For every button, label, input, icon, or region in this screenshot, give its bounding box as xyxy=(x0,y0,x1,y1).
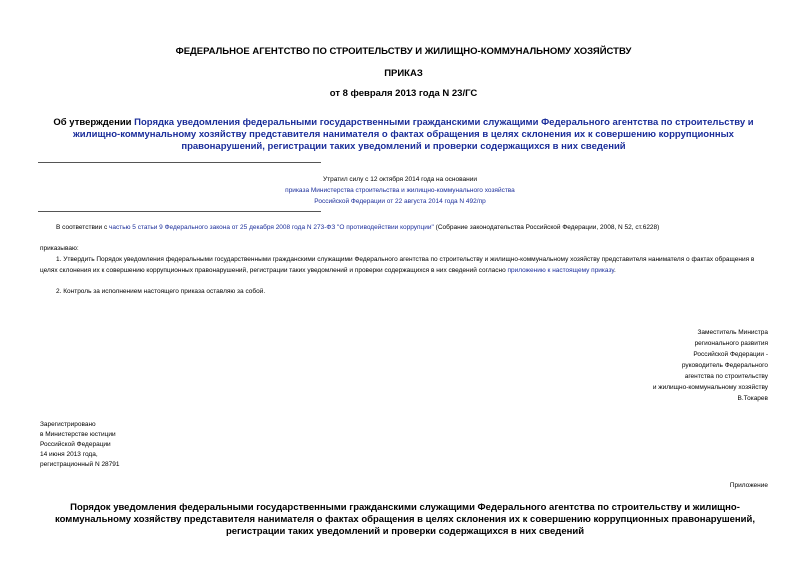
federal-law-link[interactable]: частью 5 статьи 9 Федерального закона от 25 декабря 2008 года N 273-ФЗ "О противодействии коррупции" xyxy=(109,224,434,231)
repealing-order-link[interactable]: приказа Министерства строительства и жилищно-коммунального хозяйства Российской Федерации от 22 августа 2014 года N 492/пр xyxy=(285,187,515,205)
subject-prefix: Об утверждении xyxy=(53,117,135,128)
signature-line: руководитель Федерального xyxy=(681,362,768,369)
registration-line: Российской Федерации xyxy=(40,441,111,448)
preamble-suffix: (Собрание законодательства Российской Федерации, 2008, N 52, ст.6228) xyxy=(433,224,660,231)
signature-line: агентства по строительству xyxy=(684,373,768,380)
item-1-end: . xyxy=(613,267,616,274)
status-note xyxy=(270,174,530,207)
agency-name: ФЕДЕРАЛЬНОЕ АГЕНТСТВО ПО СТРОИТЕЛЬСТВУ И ЖИЛИЩНО-КОММУНАЛЬНОМУ ХОЗЯЙСТВУ xyxy=(175,46,632,57)
order-item-2: 2. Контроль за исполнением настоящего приказа оставляю за собой. xyxy=(56,288,266,295)
signature-line: регионального развития xyxy=(694,340,768,347)
signature-line: и жилищно-коммунальному хозяйству xyxy=(652,384,768,391)
registration-line: Зарегистрировано xyxy=(40,421,96,428)
divider-top xyxy=(38,162,321,163)
order-date-number: от 8 февраля 2013 года N 23/ГС xyxy=(329,88,478,99)
signature-line: Российской Федерации - xyxy=(693,351,768,358)
divider-bottom xyxy=(38,211,321,212)
appendix-label: Приложение xyxy=(729,482,768,489)
preamble xyxy=(40,222,770,233)
subject-procedure-link[interactable]: Порядка уведомления федеральными государственными гражданскими служащими Федерального агентства по строительству и жилищно-коммунальному хозяйству представителя нанимателя о фактах обращения в целях склонения их к совершению коррупционных правонарушений, регистрации таких уведомлений и проверки содержащихся в них сведений xyxy=(73,117,754,152)
registration-line: в Министерстве юстиции xyxy=(40,431,116,438)
appendix-title: Порядок уведомления федеральными государственными гражданскими служащими Федерального агентства по строительству и жилищно-коммунальному хозяйству представителя нанимателя о фактах обращения в целях склонения их к совершению коррупционных правонарушений, регистрации таких уведомлений и проверки содержащихся в них сведений xyxy=(55,502,755,537)
registration-line: регистрационный N 28791 xyxy=(40,461,120,468)
signature-block xyxy=(560,327,768,404)
order-subject xyxy=(40,117,767,153)
status-note-text: Утратил силу с 12 октября 2014 года на основании xyxy=(323,176,477,183)
document-type: ПРИКАЗ xyxy=(384,68,423,79)
order-item-1 xyxy=(40,254,770,276)
appendix-link[interactable]: приложению к настоящему приказу xyxy=(507,267,614,274)
order-word: приказываю: xyxy=(40,245,79,252)
signature-line: Заместитель Министра xyxy=(697,329,768,336)
registration-line: 14 июня 2013 года, xyxy=(40,451,98,458)
registration-block xyxy=(40,420,240,470)
signatory-name: В.Токарев xyxy=(737,395,768,402)
preamble-prefix: В соответствии с xyxy=(56,224,110,231)
item-1-text: 1. Утвердить Порядок уведомления федеральными государственными гражданскими служащими Федерального агентства по строительству и жилищно-коммунальному хозяйству представителя нанимателя о фактах обращения в целях склонения их к совершению коррупционных правонарушений, регистрации таких уведомлений и проверки содержащихся в них сведений согласно xyxy=(40,256,755,274)
